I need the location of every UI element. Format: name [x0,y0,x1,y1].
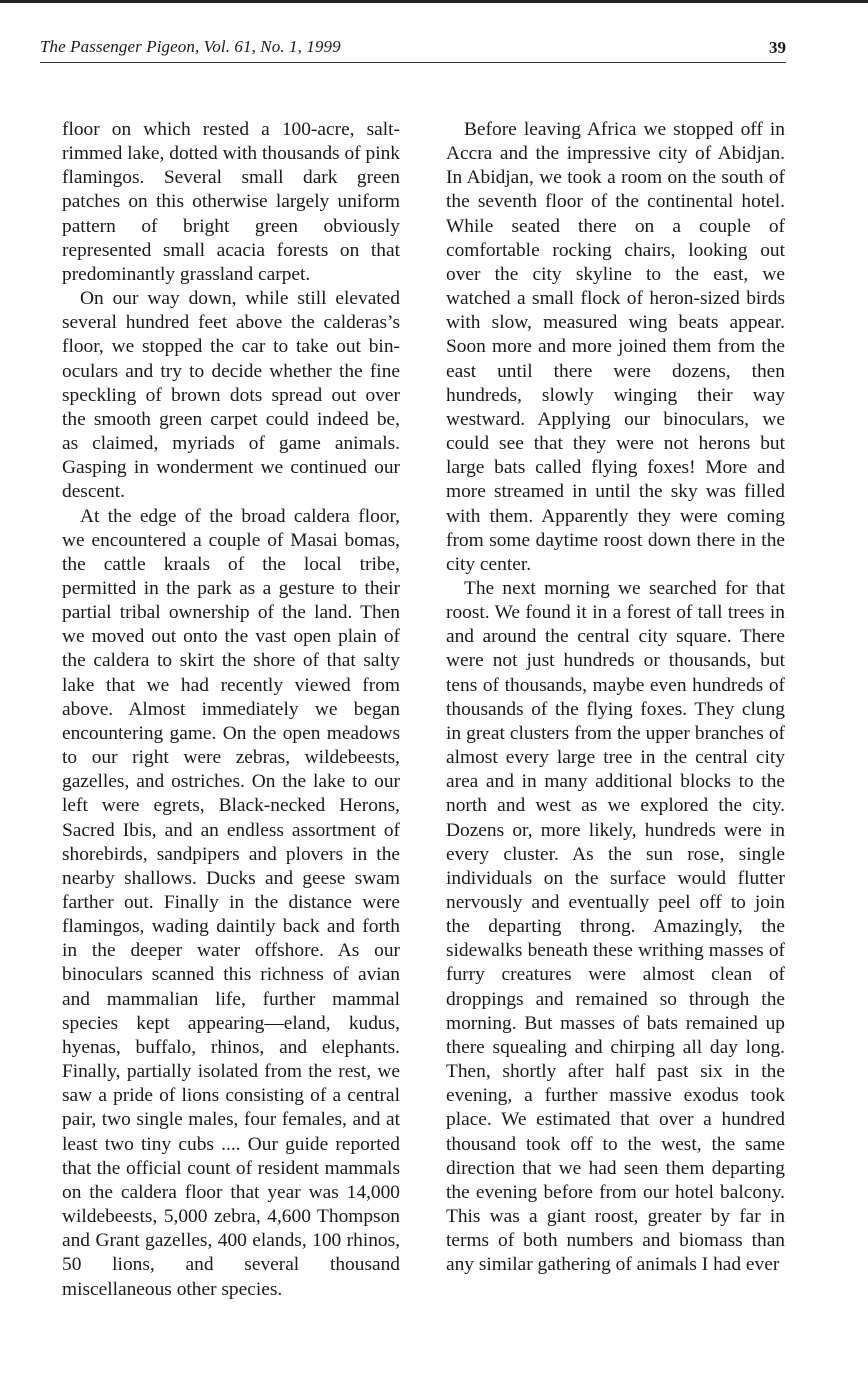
paragraph: At the edge of the broad caldera floor, we encountered a couple of Masai bomas, the cattle kraals of the local tribe, permitted in the park as a gesture to their partial tribal ownership of the land. Then we moved out onto the vast open plain of the caldera to skirt the shore of that salty lake that we had recently viewed from above. Almost immediately we began encountering game. On the open meadows to our right were zebras, wildebeests, gazelles, and ostriches. On the lake to our left were egrets, Black-necked Herons, Sacred Ibis, and an endless assortment of shorebirds, sandpipers and plovers in the nearby shallows. Ducks and geese swam farther out. Finally in the distance were flamingos, wading daintily back and forth in the deeper water offshore. As our binoculars scanned this richness of avian and mammalian life, further mammal species kept appearing—eland, kudus, hyenas, buffalo, rhinos, and elephants. Finally, partially isolated from the rest, we saw a pride of lions consisting of a central pair, two single males, four females, and at least two tiny cubs .... Our guide reported that the official count of resident mammals on the caldera floor that year was 14,000 wildebeests, 5,000 zebra, 4,600 Thompson and Grant gazelles, 400 elands, 100 rhinos, 50 lions, and several thousand miscellaneous other species. [62,505,400,1300]
paragraph: On our way down, while still elevated several hundred feet above the calderas’s floor, we stopped the car to take out binoculars and try to decide whether the fine speckling of brown dots spread out over the smooth green carpet could indeed be, as claimed, myriads of game animals. Gasping in wonderment we continued our descent. [62,288,400,503]
top-border-rule [0,0,868,3]
page-number: 39 [769,38,786,57]
running-header [40,34,786,63]
paragraph: Before leaving Africa we stopped off in Accra and the impressive city of Abidjan. In Abidjan, we took a room on the south of the seventh floor of the continental hotel. While seated there on a couple of comfortable rocking chairs, looking out over the city skyline to the east, we watched a small flock of heron-sized birds with slow, measured wing beats appear. Soon more and more joined them from the east until there were dozens, then hundreds, slowly winging their way westward. Applying our binoculars, we could see that they were not herons but large bats called flying foxes! More and more streamed in until the sky was filled with them. Apparently they were coming from some daytime roost down there in the city center. [446,119,785,575]
paragraph: The next morning we searched for that roost. We found it in a forest of tall trees in and around the central city square. There were not just hundreds or thousands, but tens of thousands, maybe even hundreds of thousands of the flying foxes. They clung in great clusters from the upper branches of almost every large tree in the central city area and in many additional blocks to the north and west as we explored the city. Dozens or, more likely, hundreds were in every cluster. As the sun rose, single individuals on the surface would flutter nervously and eventually peel off to join the departing throng. Amazingly, the sidewalks beneath these writhing masses of furry creatures were almost clean of droppings and remained so through the morning. But masses of bats remained up there squealing and chirping all day long. Then, shortly after half past six in the evening, a further massive exodus took place. We estimated that over a hundred thousand took off to the west, the same direction that we had seen them departing the evening before from our hotel balcony. This was a giant roost, greater by far in terms of both numbers and biomass than any similar gathering of animals I had ever [446,577,785,1276]
paragraph: floor on which rested a 100-acre, salt-rimmed lake, dotted with thousands of pink flamingos. Several small dark green patches on this otherwise largely uniform pattern of bright green obviously represented small acacia forests on that predominantly grassland carpet. [62,119,400,285]
right-column [446,118,785,1278]
journal-title: The Passenger Pigeon, Vol. 61, No. 1, 1999 [40,37,341,56]
left-column [62,118,400,1302]
